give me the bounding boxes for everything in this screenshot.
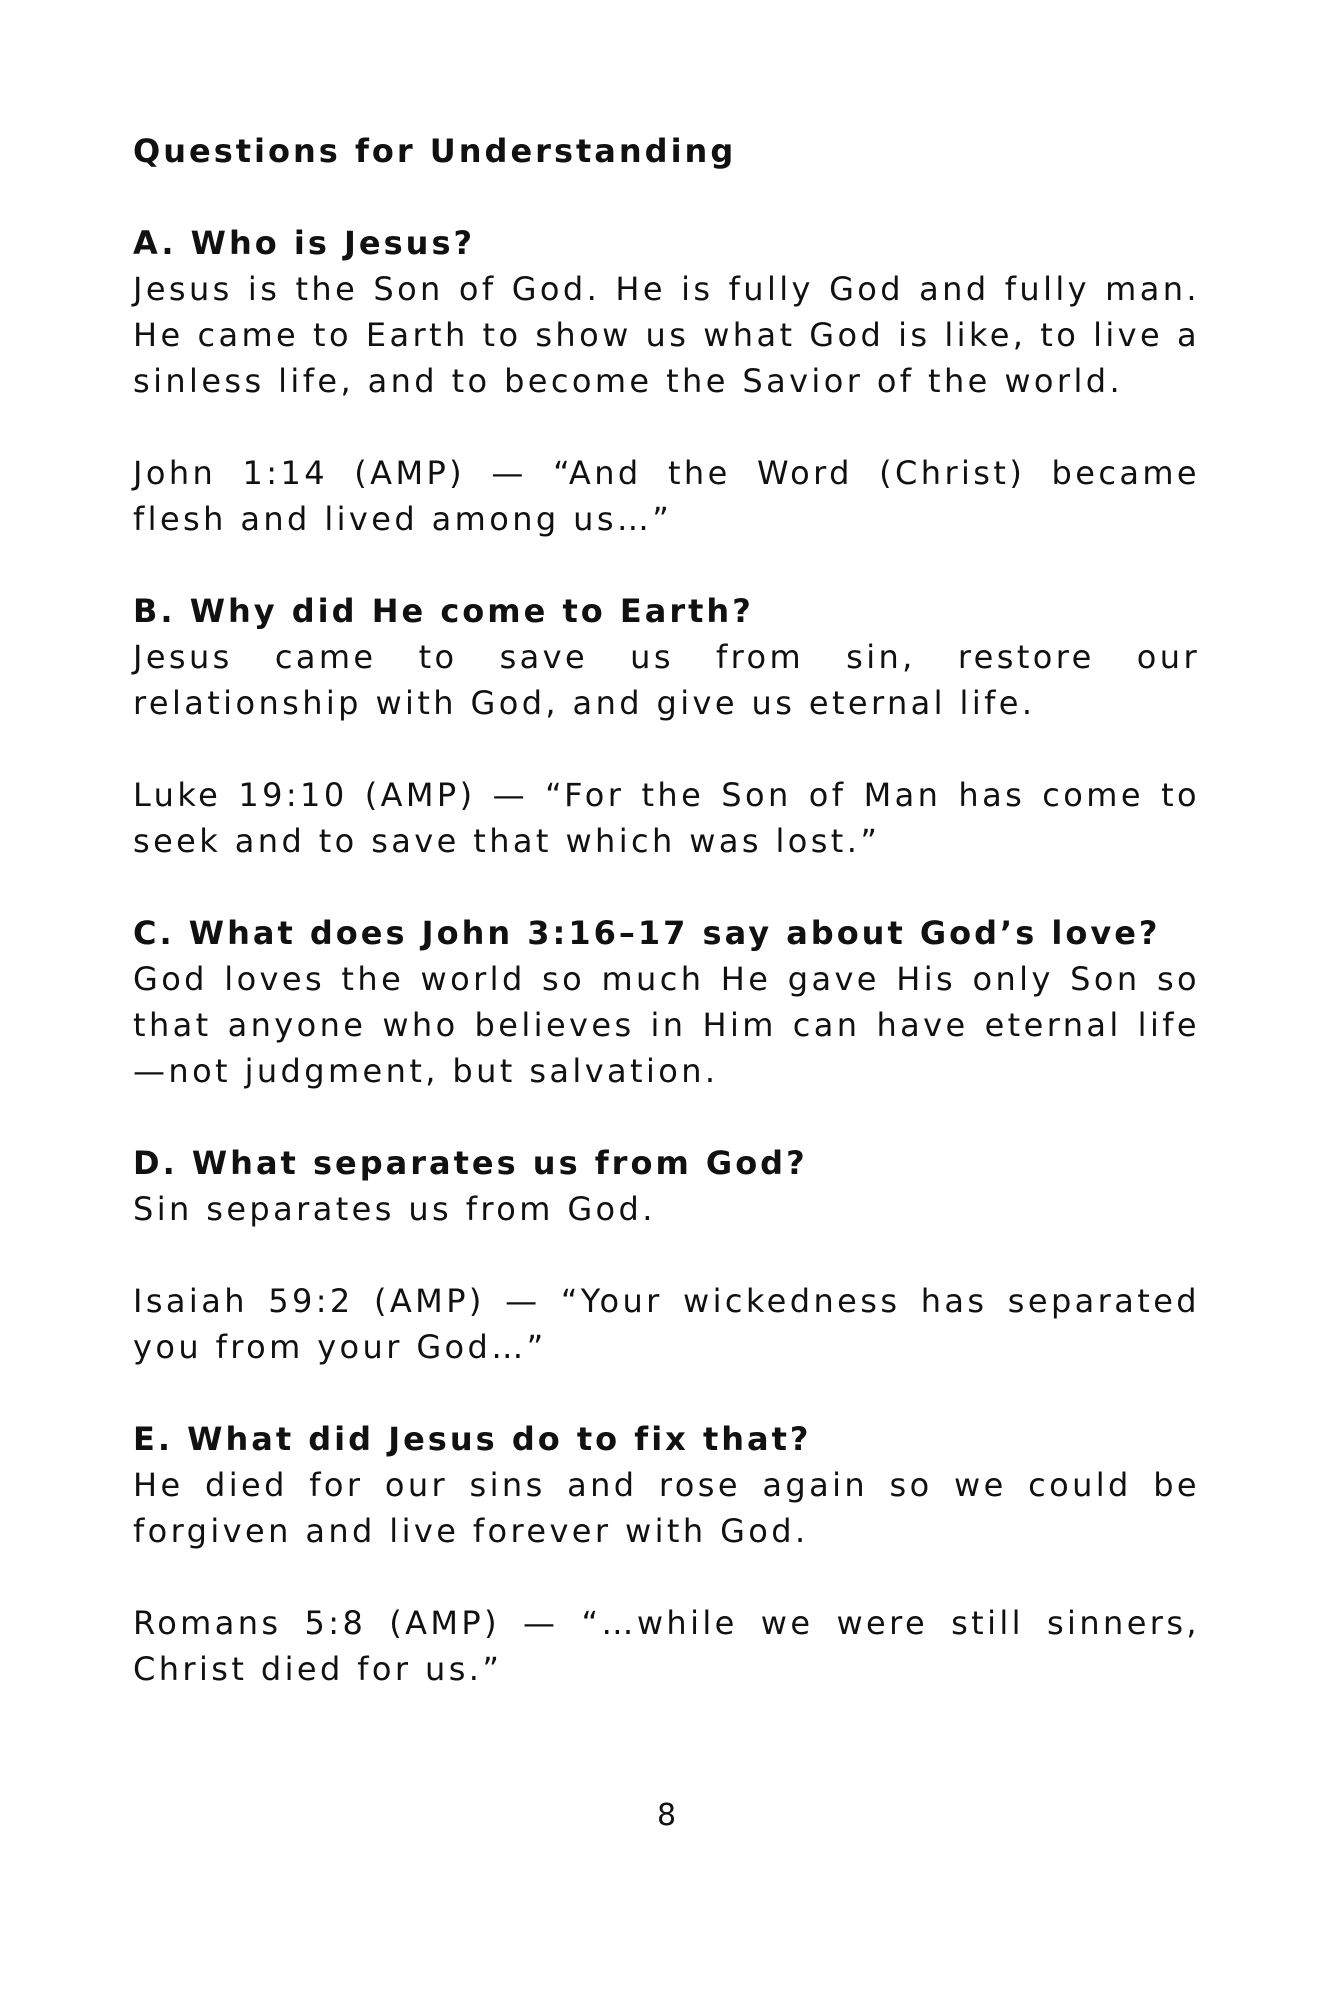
answer-text: He died for our sins and rose again so we could be forgiven and live forever with God. <box>133 1466 1200 1550</box>
answer-text: God loves the world so much He gave His only Son so that anyone who believes in Him can have eternal life—not judgment, but salvation. <box>133 960 1200 1090</box>
section-b <box>133 588 1200 864</box>
section-d <box>133 1140 1200 1370</box>
page-content <box>133 128 1200 1738</box>
scripture-quote: John 1:14 (AMP) — “And the Word (Christ) became flesh and lived among us…” <box>133 454 1200 538</box>
scripture-quote: Luke 19:10 (AMP) — “For the Son of Man has come to seek and to save that which was lost.” <box>133 776 1200 860</box>
page-title: Questions for Understanding <box>133 132 737 170</box>
section-e <box>133 1416 1200 1692</box>
page-number: 8 <box>656 1798 677 1833</box>
answer-text: Sin separates us from God. <box>133 1190 656 1228</box>
question-heading: C. What does John 3:16–17 say about God’s love? <box>133 914 1161 952</box>
question-heading: E. What did Jesus do to fix that? <box>133 1420 812 1458</box>
answer-text: Jesus is the Son of God. He is fully God and fully man. He came to Earth to show us what God is like, to live a sinless life, and to become the Savior of the world. <box>133 270 1200 400</box>
scripture-quote: Romans 5:8 (AMP) — “…while we were still sinners, Christ died for us.” <box>133 1604 1200 1688</box>
section-c <box>133 910 1200 1094</box>
question-heading: D. What separates us from God? <box>133 1144 808 1182</box>
answer-text: Jesus came to save us from sin, restore our relationship with God, and give us eternal life. <box>133 638 1200 722</box>
scripture-quote: Isaiah 59:2 (AMP) — “Your wickedness has separated you from your God…” <box>133 1282 1200 1366</box>
question-heading: B. Why did He come to Earth? <box>133 592 754 630</box>
section-a <box>133 220 1200 542</box>
question-heading: A. Who is Jesus? <box>133 224 476 262</box>
